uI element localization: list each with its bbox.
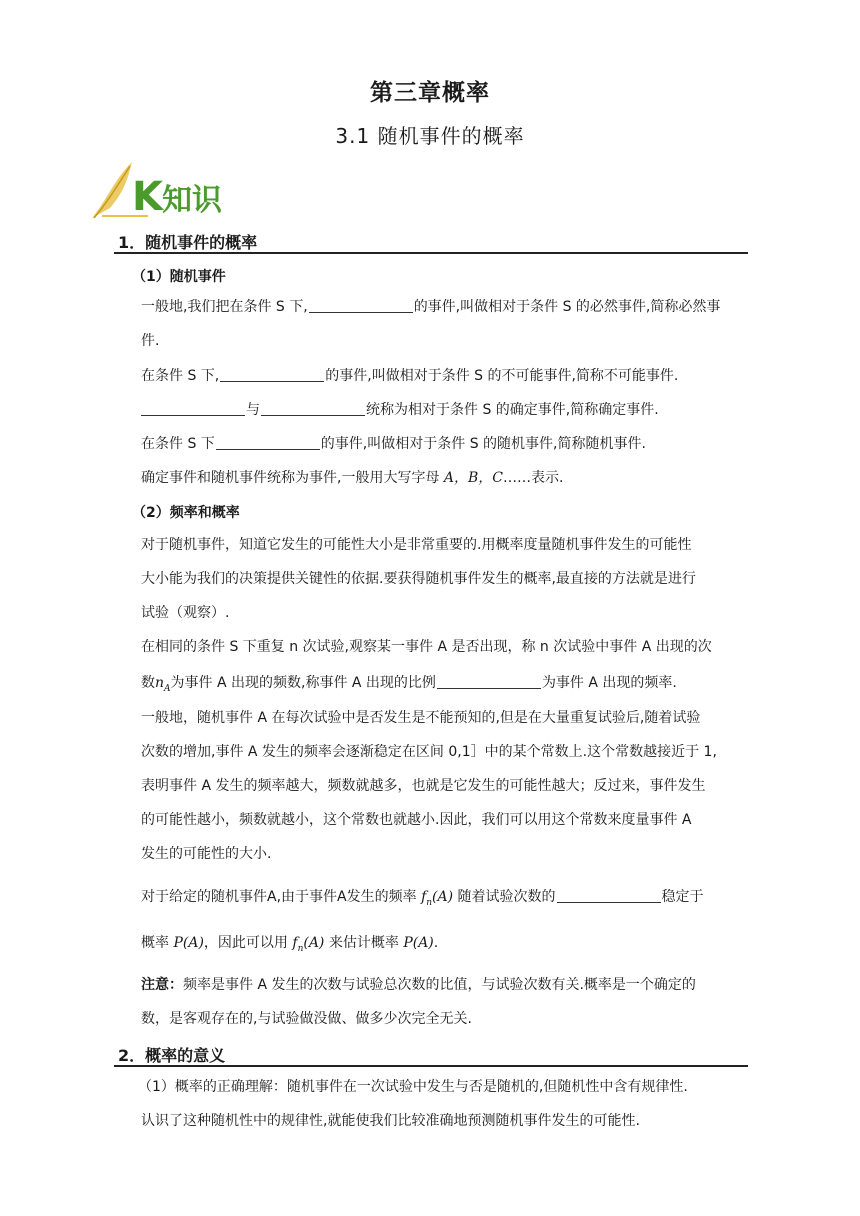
- text-line: 大小能为我们的决策提供关键性的依据.要获得随机事件发生的概率,最直接的方法就是进行: [141, 571, 696, 587]
- fill-blank[interactable]: [437, 674, 541, 689]
- text-line: 一般地,我们把在条件 S 下, 的事件,叫做相对于条件 S 的必然事件,简称必然事: [141, 299, 721, 315]
- fill-blank[interactable]: [220, 367, 324, 382]
- section-2-heading: 2．概率的意义: [118, 1046, 226, 1065]
- text-line: 对于给定的随机事件A,由于事件A发生的频率 $f_n(A)$ 随着试验次数的 稳定于: [141, 889, 704, 908]
- text-line: 发生的可能性的大小.: [141, 846, 272, 862]
- text-line: 数$n_A$为事件 A 出现的频数,称事件 A 出现的比例 为事件 A 出现的频率.: [141, 675, 677, 694]
- subsection-random-events: （1）随机事件: [132, 269, 226, 285]
- section-2-rule: [114, 1065, 748, 1067]
- section-1-heading: 1．随机事件的概率: [118, 233, 258, 252]
- text-line: 在相同的条件 S 下重复 n 次试验,观察某一事件 A 是否出现，称 n 次试验中事件 A 出现的次: [141, 639, 712, 655]
- text-line: 试验（观察）.: [141, 605, 230, 621]
- text-line: 确定事件和随机事件统称为事件,一般用大写字母 A，B，C……表示.: [141, 470, 564, 486]
- text-line: 的可能性越小，频数就越小，这个常数也就越小.因此，我们可以用这个常数来度量事件 A: [141, 812, 692, 828]
- svg-text:K: K: [132, 174, 163, 220]
- text-line: 件.: [141, 333, 160, 349]
- text-line: 与 统称为相对于条件 S 的确定事件,简称确定事件.: [141, 401, 747, 419]
- chapter-title: 第三章概率: [370, 80, 490, 106]
- svg-text:知识: 知识: [162, 183, 222, 218]
- fill-blank[interactable]: [216, 435, 320, 450]
- section-title: 3.1 随机事件的概率: [335, 124, 525, 148]
- fill-blank[interactable]: [141, 401, 245, 416]
- text-line: 在条件 S 下 的事件,叫做相对于条件 S 的随机事件,简称随机事件.: [141, 436, 646, 452]
- feather-icon: [88, 158, 248, 220]
- text-line: 认识了这种随机性中的规律性,就能使我们比较准确地预测随机事件发生的可能性.: [141, 1113, 640, 1129]
- text-line: 数，是客观存在的,与试验做没做、做多少次完全无关.: [141, 1011, 472, 1027]
- fill-blank[interactable]: [309, 298, 413, 313]
- fill-blank[interactable]: [557, 888, 661, 903]
- section-1-rule: [114, 252, 748, 254]
- text-line: （1）概率的正确理解：随机事件在一次试验中发生与否是随机的,但随机性中含有规律性.: [138, 1079, 688, 1095]
- note-line: 注意：频率是事件 A 发生的次数与试验总次数的比值，与试验次数有关.概率是一个确定的: [141, 977, 696, 993]
- note-label: 注意：: [141, 977, 183, 993]
- text-line: 表明事件 A 发生的频率越大，频数就越多，也就是它发生的可能性越大；反过来，事件发生: [141, 778, 706, 794]
- fill-blank[interactable]: [261, 401, 365, 416]
- text-line: 对于随机事件，知道它发生的可能性大小是非常重要的.用概率度量随机事件发生的可能性: [141, 537, 692, 553]
- text-line: 一般地，随机事件 A 在每次试验中是否发生是不能预知的,但是在大量重复试验后,随着试验: [141, 710, 701, 726]
- text-line: 概率 P(A)，因此可以用 $f_n(A)$ 来估计概率 P(A).: [141, 935, 439, 954]
- text-line: 次数的增加,事件 A 发生的频率会逐渐稳定在区间 0,1］中的某个常数上.这个常数越接近于 1,: [141, 744, 717, 760]
- subsection-frequency-probability: （2）频率和概率: [132, 505, 240, 521]
- text-line: 在条件 S 下, 的事件,叫做相对于条件 S 的不可能事件,简称不可能事件.: [141, 368, 679, 384]
- knowledge-logo: [88, 158, 248, 220]
